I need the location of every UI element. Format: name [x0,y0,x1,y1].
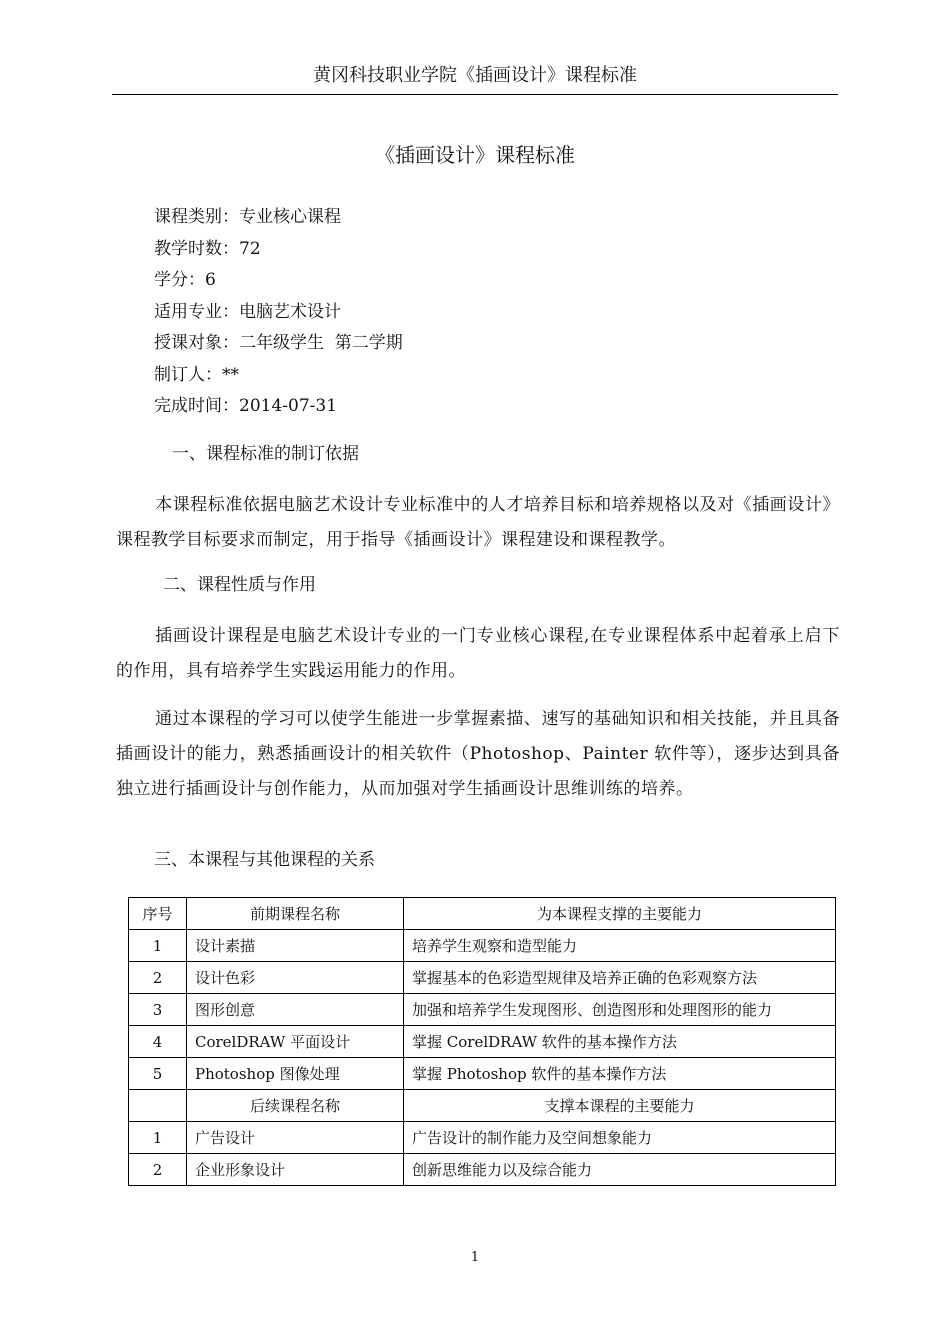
row-course: Photoshop 图像处理 [187,1058,404,1090]
row-course: 设计色彩 [187,962,404,994]
row-course: 企业形象设计 [187,1154,404,1186]
row-no: 2 [129,1154,187,1186]
row-ability: 培养学生观察和造型能力 [404,930,836,962]
row-course: 广告设计 [187,1122,404,1154]
header-rule [112,94,838,95]
table-row [129,994,836,1026]
row-ability: 创新思维能力以及综合能力 [404,1154,836,1186]
section-heading-2: 二、课程性质与作用 [163,575,316,595]
meta-audience: 授课对象：二年级学生 第二学期 [154,333,403,353]
section-heading-1: 一、课程标准的制订依据 [172,444,359,464]
meta-author: 制订人：** [154,364,239,385]
row-no: 4 [129,1026,187,1058]
subheader-no [129,1090,187,1122]
row-no: 1 [129,930,187,962]
table-row [129,1026,836,1058]
row-ability: 掌握 CorelDRAW 软件的基本操作方法 [404,1026,836,1058]
meta-credits: 学分：6 [154,270,216,290]
document-title: 《插画设计》课程标准 [375,143,575,167]
meta-teaching-hours: 教学时数：72 [154,238,261,259]
header-support-ability: 为本课程支撑的主要能力 [404,898,836,930]
page-header: 黄冈科技职业学院《插画设计》课程标准 [313,65,637,86]
row-ability: 加强和培养学生发现图形、创造图形和处理图形的能力 [404,994,836,1026]
row-course: 图形创意 [187,994,404,1026]
table-row [129,962,836,994]
row-no: 3 [129,994,187,1026]
header-prior-course: 前期课程名称 [187,898,404,930]
meta-course-category: 课程类别：专业核心课程 [154,207,341,227]
course-meta [154,202,403,423]
table-row [129,930,836,962]
table-subheader-row [129,1090,836,1122]
row-no: 1 [129,1122,187,1154]
row-course: CorelDRAW 平面设计 [187,1026,404,1058]
row-no: 2 [129,962,187,994]
row-no: 5 [129,1058,187,1090]
section-2-paragraph-1: 插画设计课程是电脑艺术设计专业的一门专业核心课程,在专业课程体系中起着承上启下的作用，具有培养学生实践运用能力的作用。 [116,626,840,681]
row-ability: 广告设计的制作能力及空间想象能力 [404,1122,836,1154]
table-row [129,1058,836,1090]
section-2-paragraph-2: 通过本课程的学习可以使学生能进一步掌握素描、速写的基础知识和相关技能，并且具备插画设计的能力，熟悉插画设计的相关软件（Photoshop、Painter 软件等），逐步达到具备独立进行插画设计与创作能力，从而加强对学生插画设计思维训练的培养。 [116,709,840,799]
subheader-follow-course: 后续课程名称 [187,1090,404,1122]
section-1-paragraph: 本课程标准依据电脑艺术设计专业标准中的人才培养目标和培养规格以及对《插画设计》课程教学目标要求而制定，用于指导《插画设计》课程建设和课程教学。 [116,495,840,550]
course-relation-table [128,897,836,1186]
subheader-ability: 支撑本课程的主要能力 [404,1090,836,1122]
section-heading-3: 三、本课程与其他课程的关系 [154,850,375,870]
page-number: 1 [470,1250,480,1265]
row-course: 设计素描 [187,930,404,962]
header-no: 序号 [129,898,187,930]
row-ability: 掌握 Photoshop 软件的基本操作方法 [404,1058,836,1090]
meta-major: 适用专业：电脑艺术设计 [154,301,341,322]
table-row [129,1154,836,1186]
meta-completion-date: 完成时间：2014-07-31 [154,396,338,416]
table-header-row [129,898,836,930]
table-row [129,1122,836,1154]
row-ability: 掌握基本的色彩造型规律及培养正确的色彩观察方法 [404,962,836,994]
